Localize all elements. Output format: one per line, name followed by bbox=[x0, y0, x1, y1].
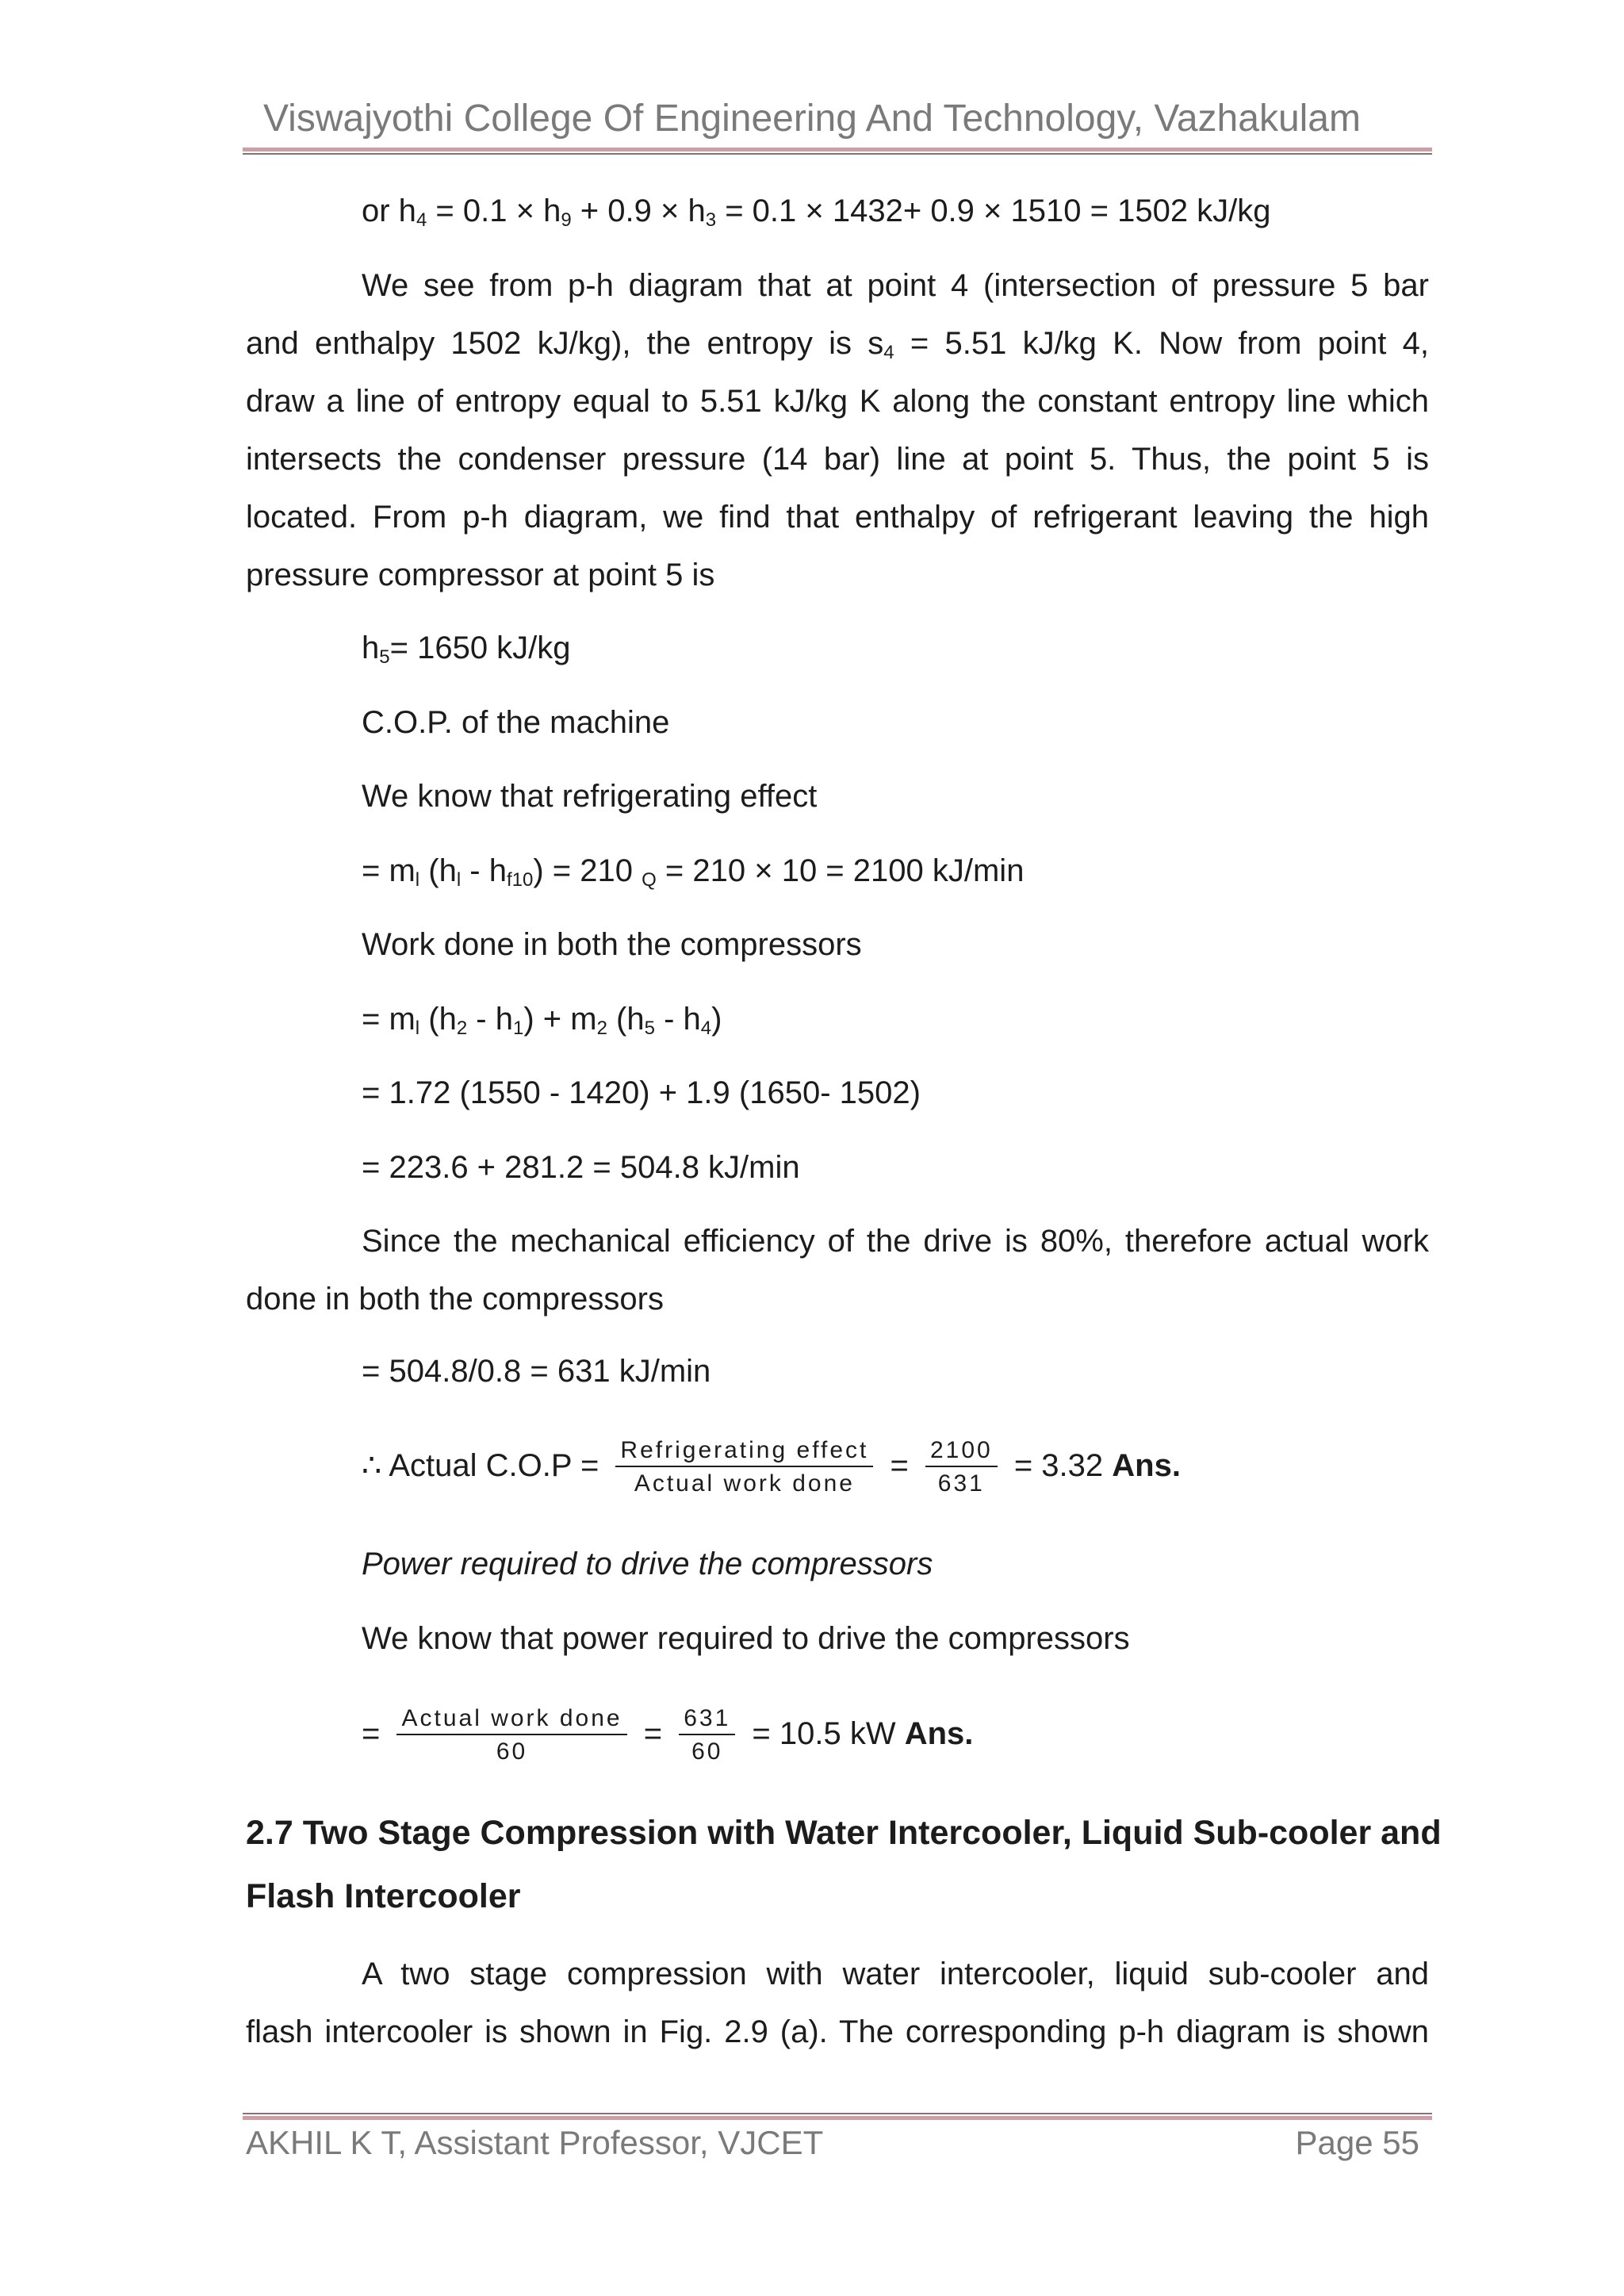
equation-power: = $\frac{\text{Actual work done}}{60}$ = $\frac{631}{60}$ = 10.5 kW Ans. bbox=[362, 1698, 973, 1769]
paragraph-line: located. From p-h diagram, we find that enthalpy of refrigerant leaving the high bbox=[246, 500, 1429, 535]
paragraph-line: and enthalpy 1502 kJ/kg), the entropy is $s_4 = 5.51$ kJ/kg K. Now from point 4, bbox=[246, 326, 1430, 363]
fraction: $\frac{631}{60}$ bbox=[679, 1704, 735, 1767]
equation-line: = 223.6 + 281.2 = 504.8 kJ/min bbox=[362, 1150, 800, 1185]
paragraph-line: done in both the compressors bbox=[246, 1282, 664, 1317]
paragraph-line: Since the mechanical efficiency of the drive is 80%, therefore actual work bbox=[362, 1224, 1429, 1259]
fraction: $\frac{2100}{631}$ bbox=[925, 1435, 998, 1499]
fraction: $\frac{\text{Refrigerating effect}}{\text{Actual work done}}$ bbox=[615, 1435, 873, 1499]
footer-rule bbox=[243, 2113, 1432, 2120]
equation-work-done: = $m_l$ $(h_2 - h_1) + m_2$ $(h_5 - h_4)$ bbox=[362, 1002, 722, 1039]
equation-refrigerating-effect: = $m_l$ $(h_l - h_{f10}) = 210$ $_Q$ = 210 × 10 = 2100 kJ/min bbox=[362, 853, 1025, 891]
equation-actual-cop: ∴ Actual C.O.P = $\frac{\text{Refrigerating effect}}{\text{Actual work done}}$ = $\frac{2100}{631}$ = 3.32 Ans. bbox=[362, 1430, 1181, 1501]
footer-author: AKHIL K T, Assistant Professor, VJCET bbox=[246, 2124, 824, 2161]
text-line: Work done in both the compressors bbox=[362, 927, 862, 962]
equation-line: = 1.72 (1550 - 1420) + 1.9 (1650- 1502) bbox=[362, 1075, 921, 1110]
paragraph-line: pressure compressor at point 5 is bbox=[246, 558, 715, 592]
fraction: $\frac{\text{Actual work done}}{60}$ bbox=[396, 1704, 626, 1767]
equation-line: = 504.8/0.8 = 631 kJ/min bbox=[362, 1354, 711, 1389]
text-line: We know that refrigerating effect bbox=[362, 779, 818, 814]
paragraph-line: A two stage compression with water intercooler, liquid sub-cooler and bbox=[362, 1957, 1429, 1991]
text-line: We know that power required to drive the compressors bbox=[362, 1621, 1130, 1656]
section-heading: 2.7 Two Stage Compression with Water Intercooler, Liquid Sub-cooler and bbox=[246, 1814, 1442, 1852]
document-body bbox=[246, 0, 1442, 2094]
paragraph-line: We see from p-h diagram that at point 4 (intersection of pressure 5 bar bbox=[362, 268, 1429, 303]
equation-h5: $h_5= 1650$ kJ/kg bbox=[362, 631, 571, 668]
paragraph-line: intersects the condenser pressure (14 bar) line at point 5. Thus, the point 5 is bbox=[246, 442, 1429, 477]
paragraph-line: draw a line of entropy equal to 5.51 kJ/kg K along the constant entropy line which bbox=[246, 384, 1429, 419]
paragraph-line: flash intercooler is shown in Fig. 2.9 (a). The corresponding p-h diagram is shown bbox=[246, 2014, 1429, 2049]
subheading-cop: C.O.P. of the machine bbox=[362, 705, 670, 740]
section-heading: Flash Intercooler bbox=[246, 1877, 521, 1915]
page-header-title: Viswajyothi College Of Engineering And Technology, Vazhakulam bbox=[263, 98, 1361, 140]
equation-h4: or $h_4 = 0.1 \times h_9 + 0.9 \times h_3 = 0.1 \times 1432+ 0.9 \times 1510 = 1502$ kJ/kg bbox=[362, 194, 1271, 231]
subheading-power: Power required to drive the compressors bbox=[362, 1547, 933, 1581]
page-number: Page 55 bbox=[1295, 2124, 1419, 2161]
